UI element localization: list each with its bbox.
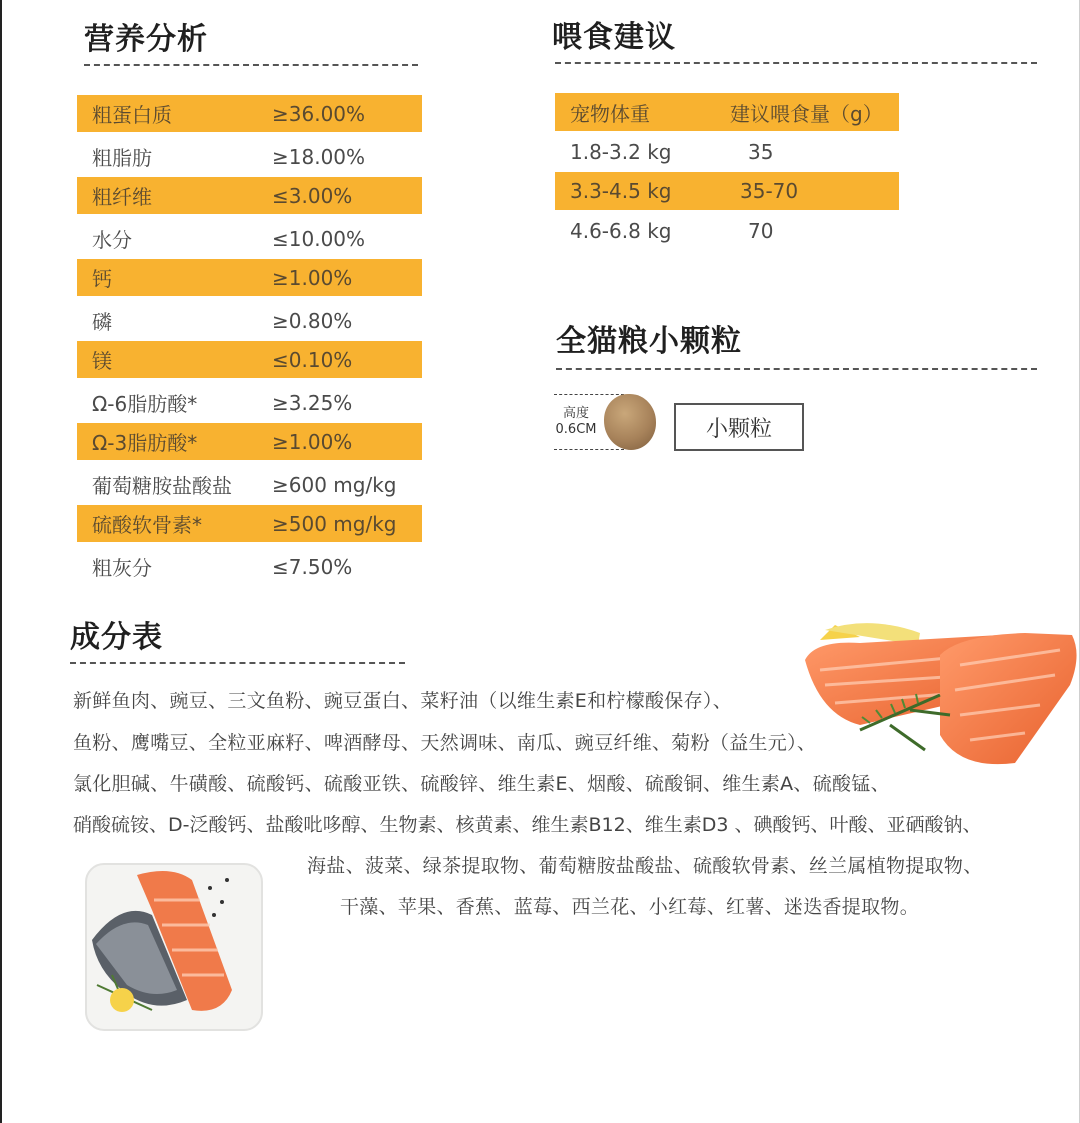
- nutrient-value: ≤10.00%: [272, 226, 366, 251]
- nutrient-value: ≥500 mg/kg: [272, 511, 397, 536]
- nutrition-row: [77, 505, 422, 542]
- feeding-weight: 4.6-6.8 kg: [570, 218, 672, 243]
- nutrition-row: [77, 341, 422, 378]
- nutrient-value: ≥600 mg/kg: [272, 472, 397, 497]
- nutrition-table: [77, 95, 422, 587]
- feeding-amount: 70: [748, 218, 774, 243]
- ingredient-line: 硝酸硫铵、D-泛酸钙、盐酸吡哆醇、生物素、核黄素、维生素B12、维生素D3 、碘酸钙、叶酸、亚硒酸钠、: [73, 814, 982, 836]
- nutrient-name: 钙: [92, 267, 112, 291]
- feeding-divider: [555, 62, 1037, 64]
- nutrition-title: 营养分析: [84, 22, 208, 57]
- nutrient-value: ≥3.25%: [272, 390, 353, 415]
- feeding-header-amount: 建议喂食量（g）: [730, 101, 883, 126]
- nutrient-name: 粗蛋白质: [92, 103, 172, 127]
- kibble-height-label: [550, 406, 602, 438]
- ingredient-line: 干藻、苹果、香蕉、蓝莓、西兰花、小红莓、红薯、迷迭香提取物。: [340, 896, 920, 918]
- left-border: [0, 0, 2, 1123]
- nutrient-name: 水分: [92, 228, 132, 252]
- nutrition-row: [77, 464, 422, 505]
- ingredient-line: 海盐、菠菜、绿茶提取物、葡萄糖胺盐酸盐、硫酸软骨素、丝兰属植物提取物、: [307, 855, 983, 877]
- nutrition-row: [77, 177, 422, 214]
- nutrition-divider: [84, 64, 418, 66]
- feeding-row: [555, 131, 899, 172]
- nutrient-name: 镁: [92, 349, 112, 373]
- nutrient-value: ≥1.00%: [272, 429, 353, 454]
- nutrient-name: Ω-6脂肪酸*: [92, 392, 198, 416]
- feeding-row: [555, 172, 899, 210]
- nutrient-name: 葡萄糖胺盐酸盐: [92, 474, 232, 498]
- kibble-title: 全猫粮小颗粒: [556, 324, 742, 359]
- nutrient-name: 硫酸软骨素*: [92, 513, 202, 537]
- kibble-height-value: 0.6CM: [555, 422, 597, 437]
- nutrient-name: Ω-3脂肪酸*: [92, 431, 198, 455]
- nutrient-value: ≥0.80%: [272, 308, 353, 333]
- feeding-header-weight: 宠物体重: [570, 101, 650, 126]
- ingredient-line: 新鲜鱼肉、豌豆、三文鱼粉、豌豆蛋白、菜籽油（以维生素E和柠檬酸保存）、: [73, 690, 733, 712]
- kibble-top-line: [554, 394, 624, 395]
- feeding-amount: 35: [748, 139, 774, 164]
- nutrient-value: ≤7.50%: [272, 554, 353, 579]
- nutrition-row: [77, 546, 422, 587]
- nutrient-name: 粗纤维: [92, 185, 152, 209]
- kibble-height-text: 高度: [562, 406, 589, 421]
- feeding-title: 喂食建议: [552, 20, 676, 55]
- nutrition-row: [77, 423, 422, 460]
- nutrient-value: ≥18.00%: [272, 144, 366, 169]
- ingredients-divider: [70, 662, 405, 664]
- kibble-size-badge: 小颗粒: [674, 403, 804, 451]
- nutrient-name: 粗脂肪: [92, 146, 152, 170]
- salmon-fillet-image: [800, 615, 1080, 780]
- feeding-header-row: [555, 93, 899, 131]
- nutrition-row: [77, 300, 422, 341]
- ingredient-line: 鱼粉、鹰嘴豆、全粒亚麻籽、啤酒酵母、天然调味、南瓜、豌豆纤维、菊粉（益生元）、: [73, 732, 817, 754]
- feeding-weight: 1.8-3.2 kg: [570, 139, 672, 164]
- kibble-divider: [556, 368, 1037, 370]
- nutrient-value: ≥1.00%: [272, 265, 353, 290]
- nutrition-row: [77, 136, 422, 177]
- ingredient-line: 氯化胆碱、牛磺酸、硫酸钙、硫酸亚铁、硫酸锌、维生素E、烟酸、硫酸铜、维生素A、硫酸锰、: [73, 773, 890, 795]
- nutrient-name: 磷: [92, 310, 112, 334]
- nutrient-value: ≤0.10%: [272, 347, 353, 372]
- feeding-table: [555, 93, 899, 251]
- nutrient-value: ≤3.00%: [272, 183, 353, 208]
- nutrient-value: ≥36.00%: [272, 101, 366, 126]
- nutrient-name: 粗灰分: [92, 556, 152, 580]
- ingredients-title: 成分表: [70, 620, 163, 655]
- feeding-row: [555, 210, 899, 251]
- feeding-amount: 35-70: [740, 179, 799, 203]
- feeding-weight: 3.3-4.5 kg: [570, 179, 672, 203]
- nutrition-row: [77, 259, 422, 296]
- kibble-illustration: [550, 392, 660, 452]
- salmon-plate-image: [82, 860, 267, 1035]
- kibble-icon: [604, 394, 656, 450]
- nutrition-row: [77, 95, 422, 132]
- nutrition-row: [77, 218, 422, 259]
- nutrition-row: [77, 382, 422, 423]
- kibble-bottom-line: [554, 449, 624, 450]
